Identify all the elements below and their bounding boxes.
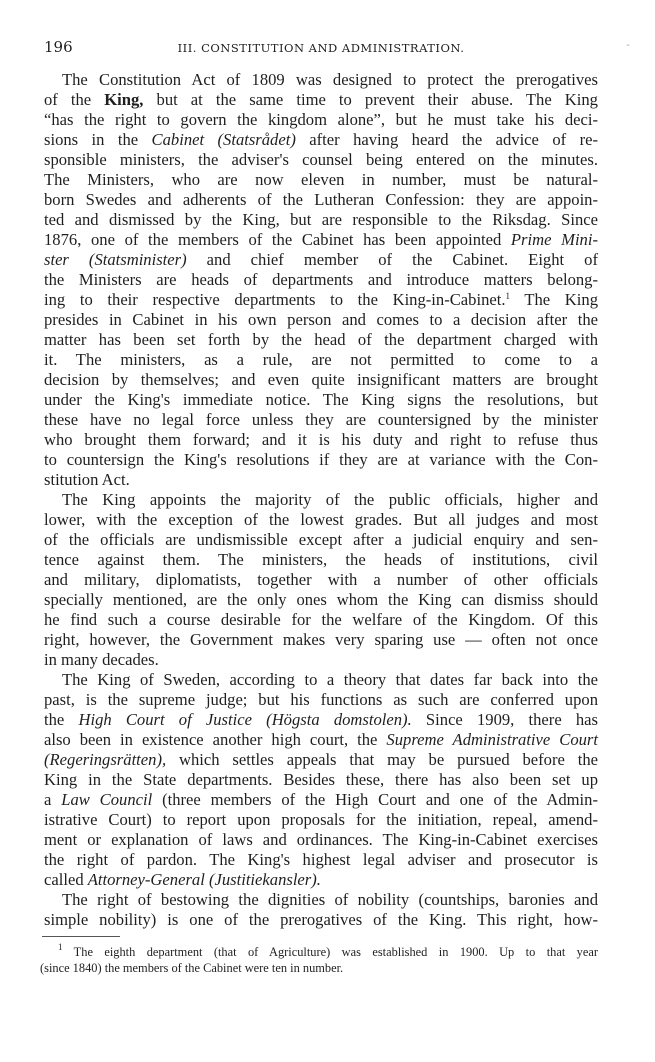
text-line xyxy=(44,450,598,470)
text-run: The right of bestowing the dignities of nobility (countships, baronies and xyxy=(62,890,598,909)
text-run: matter has been set forth by the head of the department charged with xyxy=(44,330,598,349)
text-line xyxy=(44,390,598,410)
text-run: he find such a course desirable for the welfare of the Kingdom. Of this xyxy=(44,610,598,629)
footnote xyxy=(40,944,598,976)
text-run: to countersign the King's resolutions if they are at variance with the Con- xyxy=(44,450,598,469)
text-line xyxy=(44,490,598,510)
text-line xyxy=(44,690,598,710)
running-head: III. CONSTITUTION AND ADMINISTRATION. xyxy=(177,41,465,55)
text-run: these have no legal force unless they are countersigned by the minister xyxy=(44,410,598,429)
text-run: The King appoints the majority of the public officials, higher and xyxy=(62,490,598,509)
text-run: 1876, one of the members of the Cabinet has been appointed xyxy=(44,230,511,249)
text-run: in many decades. xyxy=(44,650,159,669)
text-line xyxy=(44,770,598,790)
text-line xyxy=(44,470,598,490)
text-run: Since 1909, there has xyxy=(411,710,599,729)
text-line xyxy=(44,730,598,750)
text-run: Supreme Administrative Court xyxy=(386,730,598,749)
text-line xyxy=(44,350,598,370)
text-run: ment or explanation of laws and ordinances. The King-in-Cabinet exercises xyxy=(44,830,598,849)
text-line xyxy=(44,810,598,830)
text-line xyxy=(44,270,598,290)
paragraph xyxy=(44,70,598,490)
text-run: the xyxy=(44,710,79,729)
text-run: simple nobility) is one of the prerogatives of the King. This right, how- xyxy=(44,910,598,929)
text-line xyxy=(44,250,598,270)
text-line xyxy=(44,710,598,730)
text-line xyxy=(44,750,598,770)
text-run: The eighth department (that of Agriculture) was established in 1900. Up to that year xyxy=(62,945,598,959)
text-run: born Swedes and adherents of the Lutheran Confession: they are appoin- xyxy=(44,190,598,209)
text-run: the right of pardon. The King's highest legal adviser and prosecutor is xyxy=(44,850,598,869)
text-line xyxy=(40,960,598,976)
text-run: ing to their respective departments to the King-in-Cabinet. xyxy=(44,290,506,309)
page-number: 196 xyxy=(44,38,73,56)
text-run: The King xyxy=(510,290,598,309)
text-line xyxy=(44,430,598,450)
text-line xyxy=(44,330,598,350)
text-line xyxy=(44,510,598,530)
text-line xyxy=(44,530,598,550)
text-run: High Court of Justice (Högsta domstolen). xyxy=(78,710,412,729)
text-line xyxy=(44,890,598,910)
text-run: also been in existence another high court, the xyxy=(44,730,387,749)
footnote-marker: 1 xyxy=(58,942,63,952)
text-run: tence against them. The ministers, the heads of institutions, civil xyxy=(44,550,598,569)
text-line xyxy=(44,870,598,890)
text-line xyxy=(44,610,598,630)
text-run: and military, diplomatists, together with a number of other officials xyxy=(44,570,598,589)
text-run: of the officials are undismissible except after a judicial enquiry and sen- xyxy=(44,530,598,549)
footnote-marker: 1 xyxy=(505,291,511,301)
text-run: presides in Cabinet in his own person and comes to a decision after the xyxy=(44,310,598,329)
text-run: sions in the xyxy=(44,130,152,149)
text-line xyxy=(44,410,598,430)
text-line xyxy=(44,110,598,130)
text-line xyxy=(44,170,598,190)
text-run: past, is the supreme judge; but his functions as such are conferred upon xyxy=(44,690,598,709)
text-run: under the King's immediate notice. The King signs the resolutions, but xyxy=(44,390,598,409)
text-run: called xyxy=(44,870,88,889)
text-line xyxy=(44,650,598,670)
text-line xyxy=(44,670,598,690)
text-run: ted and dismissed by the King, but are responsible to the Riksdag. Since xyxy=(44,210,598,229)
text-run: (three members of the High Court and one of the Admin- xyxy=(152,790,598,809)
text-run: King in the State departments. Besides these, there has also been set up xyxy=(44,770,598,789)
text-line xyxy=(44,290,598,310)
text-line xyxy=(44,210,598,230)
text-run: ster (Statsminister) xyxy=(44,250,187,269)
page-header xyxy=(44,38,630,58)
text-line xyxy=(44,70,598,90)
body-text xyxy=(44,70,598,930)
text-line xyxy=(44,150,598,170)
text-line xyxy=(44,630,598,650)
text-run: after having heard the advice of re- xyxy=(295,130,598,149)
text-run: the Ministers are heads of departments and introduce matters belong- xyxy=(44,270,598,289)
text-run: right, however, the Government makes very sparing use — often not once xyxy=(44,630,598,649)
text-line xyxy=(40,944,598,960)
text-run: (Regeringsrätten), xyxy=(44,750,167,769)
text-run: King, xyxy=(104,90,144,109)
text-line xyxy=(44,370,598,390)
text-run: lower, with the exception of the lowest grades. But all judges and most xyxy=(44,510,598,529)
text-line xyxy=(44,230,598,250)
text-run: but at the same time to prevent their abuse. The King xyxy=(143,90,598,109)
text-run: Law Council xyxy=(61,790,153,809)
text-run: of the xyxy=(44,90,105,109)
text-run: sponsible ministers, the adviser's counsel being entered on the minutes. xyxy=(44,150,598,169)
text-run: stitution Act. xyxy=(44,470,130,489)
text-run: Cabinet (Statsrådet) xyxy=(151,130,296,149)
text-run: Attorney-General (Justitiekansler). xyxy=(87,870,321,889)
text-run: decision by themselves; and even quite insignificant matters are brought xyxy=(44,370,598,389)
text-run: who brought them forward; and it is his duty and right to refuse thus xyxy=(44,430,598,449)
paragraph xyxy=(44,490,598,670)
text-run: The Ministers, who are now eleven in number, must be natural- xyxy=(44,170,598,189)
text-line xyxy=(44,550,598,570)
text-line xyxy=(44,590,598,610)
text-line xyxy=(44,570,598,590)
text-line xyxy=(44,850,598,870)
text-line xyxy=(44,90,598,110)
text-line xyxy=(44,790,598,810)
text-line xyxy=(44,830,598,850)
text-line xyxy=(44,130,598,150)
text-run: Prime Mini- xyxy=(510,230,598,249)
text-run: a xyxy=(44,790,62,809)
text-run: and chief member of the Cabinet. Eight of xyxy=(186,250,598,269)
text-run: “has the right to govern the kingdom alone”, but he must take his deci- xyxy=(44,110,598,129)
text-line xyxy=(44,310,598,330)
text-run: The Constitution Act of 1809 was designed to protect the prerogatives xyxy=(62,70,598,89)
text-run: istrative Court) to report upon proposals for the initiation, repeal, amend- xyxy=(44,810,598,829)
text-run: specially mentioned, are the only ones whom the King can dismiss should xyxy=(44,590,598,609)
text-line xyxy=(44,910,598,930)
text-line xyxy=(44,190,598,210)
text-run: The King of Sweden, according to a theory that dates far back into the xyxy=(62,670,598,689)
paragraph xyxy=(44,890,598,930)
text-run: it. The ministers, as a rule, are not permitted to come to a xyxy=(44,350,598,369)
paragraph xyxy=(44,670,598,890)
text-run: (since 1840) the members of the Cabinet were ten in number. xyxy=(40,961,344,975)
margin-mark: - xyxy=(626,38,630,51)
footnote-rule xyxy=(42,936,120,937)
text-run: which settles appeals that may be pursued before the xyxy=(166,750,598,769)
